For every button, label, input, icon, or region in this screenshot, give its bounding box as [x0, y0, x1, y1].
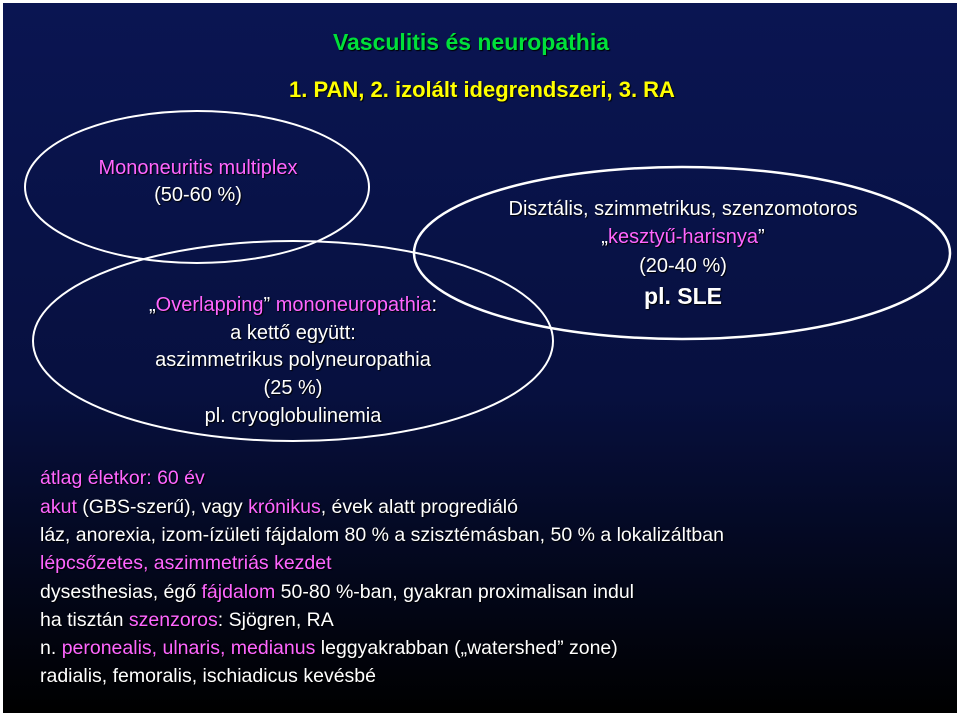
bullet-sensory-term: szenzoros: [128, 609, 218, 631]
glove-quote-open: „: [601, 226, 608, 248]
bullet-sensory-c: : Sjögren, RA: [217, 609, 334, 631]
bullet-nerves-e: zone): [563, 637, 618, 659]
overlap-line4: (25 %): [263, 377, 323, 399]
bullet-pain-a: dysesthesias, égő: [40, 581, 202, 603]
bullet-nerves-watershed: „watershed”: [460, 637, 564, 659]
overlap-line2: a kettő együtt:: [230, 322, 356, 344]
bullet-sensory-a: ha tisztán: [40, 609, 129, 631]
overlap-quote-close: ”: [263, 294, 271, 316]
slide-subtitle: 1. PAN, 2. izolált idegrendszeri, 3. RA: [289, 77, 675, 102]
bullet-pain-c: 50-80 %-ban, gyakran proximalisan indul: [275, 581, 635, 603]
distal-example: pl. SLE: [644, 283, 722, 309]
overlap-quote-open: „: [149, 294, 156, 316]
distal-percent: (20-40 %): [639, 255, 727, 277]
slide: [3, 3, 957, 713]
bullet-onset-acute: akut: [40, 496, 77, 518]
overlap-line3: aszimmetrikus polyneuropathia: [155, 349, 431, 371]
bullet-nerves-a: n.: [40, 637, 62, 659]
bullet-nerves-list: peronealis, ulnaris, medianus: [61, 637, 316, 659]
mononeuritis-percent: (50-60 %): [154, 184, 242, 206]
glove-stocking-line: [433, 225, 933, 249]
overlap-term: Overlapping: [155, 294, 264, 316]
bullet-symptoms: láz, anorexia, izom-ízületi fájdalom 80 % a szisztémásban, 50 % a lokalizáltban: [40, 524, 724, 546]
bullet-onset-chronic: krónikus: [248, 496, 321, 518]
glove-stocking-term: kesztyű-harisnya: [607, 226, 759, 248]
overlap-term2: mononeuropathia: [275, 294, 432, 316]
bullet-onset-gbs: (GBS-szerű), vagy: [76, 496, 249, 518]
overlap-colon: :: [431, 294, 437, 316]
bullet-stepwise: lépcsőzetes, aszimmetriás kezdet: [40, 552, 332, 574]
bullet-nerves-c: leggyakrabban (: [315, 637, 461, 659]
mononeuritis-label: Mononeuritis multiplex: [98, 157, 298, 179]
glove-quote-close: ”: [758, 226, 765, 248]
bullet-less-common: radialis, femoralis, ischiadicus kevésbé: [40, 665, 376, 687]
bullet-pain-term: fájdalom: [201, 581, 276, 603]
slide-title: Vasculitis és neuropathia: [332, 29, 610, 55]
distal-label: Disztális, szimmetrikus, szenzomotoros: [508, 198, 858, 220]
overlap-line5: pl. cryoglobulinemia: [204, 405, 382, 427]
bullet-onset-rest: , évek alatt progrediáló: [320, 496, 518, 518]
bullet-onset: [40, 495, 518, 519]
bullet-age: átlag életkor: 60 év: [40, 467, 205, 489]
bullet-nerves: [40, 636, 618, 660]
bullet-sensory: [40, 608, 334, 632]
bullet-pain: [40, 580, 634, 604]
